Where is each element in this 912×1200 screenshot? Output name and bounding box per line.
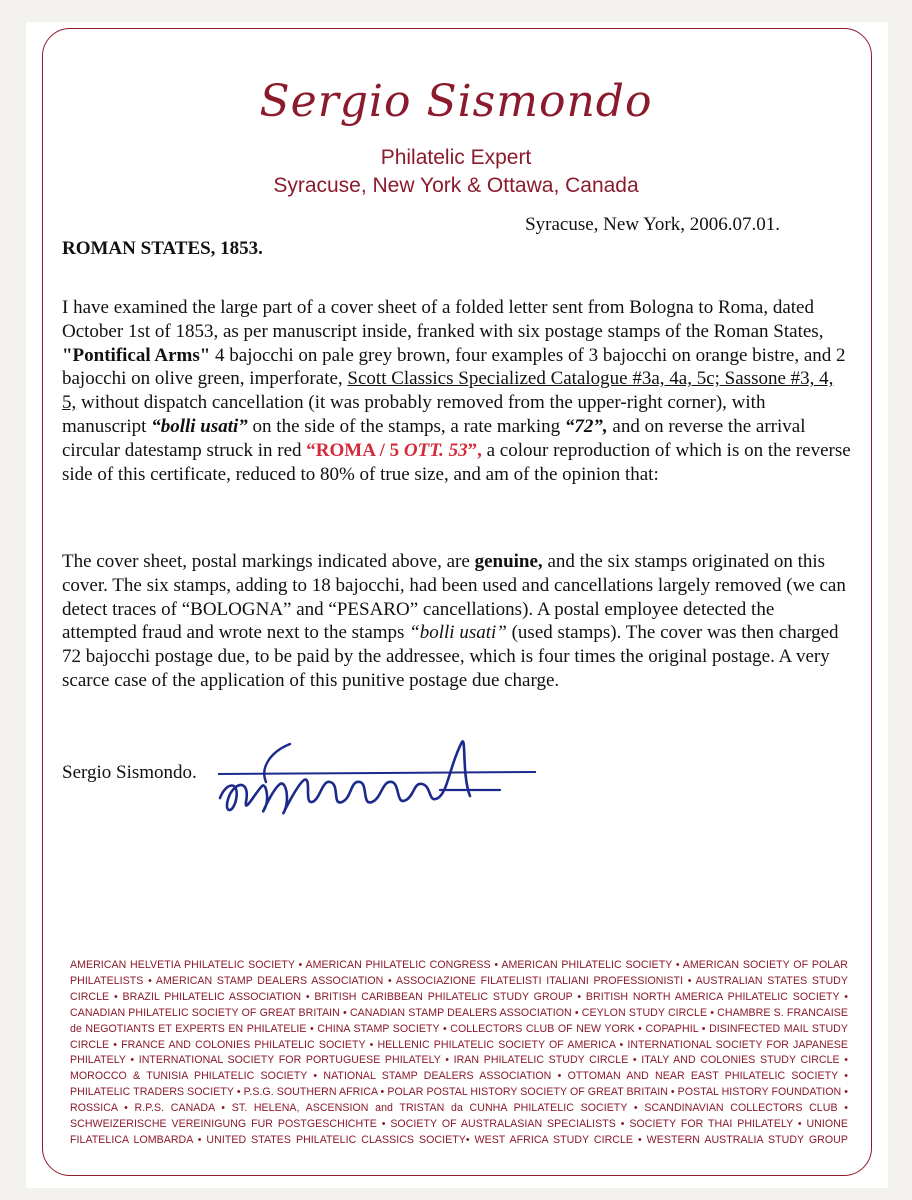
description-paragraph: I have examined the large part of a cover sheet of a folded letter sent from Bologna to Roma, dated October 1st of 1853, as per manuscript inside, franked with six postage stamps of the Roman States, "Pontifical Arms" 4 bajocchi on pale grey brown, four examples of 3 bajocchi on orange bistre, and 2 bajocchi on olive green, imperforate, Scott Classics Specialized Catalogue #3a, 4a, 5c; Sassone #3, 4, 5, without dispatch cancellation (it was probably removed from the upper-right corner), with manuscript “bolli usati” on the side of the stamps, a rate marking “72”, and on reverse the arrival circular datestamp struck in red “ROMA / 5 OTT. 53”, a colour reproduction of which is on the reverse side of this certificate, reduced to 80% of true size, and am of the opinion that:: [62, 297, 851, 485]
certificate-date: Syracuse, New York, 2006.07.01.: [525, 214, 780, 235]
expert-title: Philatelic Expert: [380, 146, 532, 169]
expert-location: Syracuse, New York & Ottawa, Canada: [273, 174, 639, 197]
roma-datestamp: “ROMA / 5 OTT. 53”,: [306, 439, 482, 461]
signature-name: Sergio Sismondo.: [62, 762, 197, 783]
expert-name: Sergio Sismondo: [259, 76, 653, 127]
handwritten-signature: [200, 720, 560, 840]
certificate-heading: ROMAN STATES, 1853.: [62, 238, 263, 259]
catalogue-reference: Scott Classics Specialized Catalogue #3a, 4a, 5c; Sassone #3, 4, 5,: [62, 368, 834, 414]
societies-membership-list: AMERICAN HELVETIA PHILATELIC SOCIETY • AMERICAN PHILATELIC CONGRESS • AMERICAN PHILATELIC SOCIETY • AMERICAN SOCIETY OF POLAR PHILATELISTS • AMERICAN STAMP DEALERS ASSOCIATION • ASSOCIAZIONE FILATELISTI ITALIANI PROFESSIONISTI • AUSTRALIAN STATES STUDY CIRCLE • BRAZIL PHILATELIC ASSOCIATION • BRITISH CARIBBEAN PHILATELIC STUDY GROUP • BRITISH NORTH AMERICA PHILATELIC SOCIETY • CANADIAN PHILATELIC SOCIETY OF GREAT BRITAIN • CANADIAN STAMP DEALERS ASSOCIATION • CEYLON STUDY CIRCLE • CHAMBRE S. FRANCAISE de NEGOTIANTS ET EXPERTS EN PHILATELIE • CHINA STAMP SOCIETY • COLLECTORS CLUB OF NEW YORK • COPAPHIL • DISINFECTED MAIL STUDY CIRCLE • FRANCE AND COLONIES PHILATELIC SOCIETY • HELLENIC PHILATELIC SOCIETY OF AMERICA • INTERNATIONAL SOCIETY FOR JAPANESE PHILATELY • INTERNATIONAL SOCIETY FOR PORTUGUESE PHILATELY • IRAN PHILATELIC STUDY CIRCLE • ITALY AND COLONIES STUDY CIRCLE • MOROCCO & TUNISIA PHILATELIC SOCIETY • NATIONAL STAMP DEALERS ASSOCIATION • OTTOMAN AND NEAR EAST PHILATELIC SOCIETY • PHILATELIC TRADERS SOCIETY • P.S.G. SOUTHERN AFRICA • POLAR POSTAL HISTORY SOCIETY OF GREAT BRITAIN • POSTAL HISTORY FOUNDATION • ROSSICA • R.P.S. CANADA • ST. HELENA, ASCENSION and TRISTAN da CUNHA PHILATELIC SOCIETY • SCANDINAVIAN COLLECTORS CLUB • SCHWEIZERISCHE VEREINIGUNG FUR POSTGESCHICHTE • SOCIETY OF AUSTRALASIAN SPECIALISTS • SOCIETY FOR THAI PHILATELY • UNIONE FILATELICA LOMBARDA • UNITED STATES PHILATELIC CLASSICS SOCIETY• WEST AFRICA STUDY CIRCLE • WESTERN AUSTRALIA STUDY GROUP: [70, 959, 848, 1146]
opinion-paragraph: The cover sheet, postal markings indicated above, are genuine, and the six stamps originated on this cover. The six stamps, adding to 18 bajocchi, had been used and cancellations largely removed (we can detect traces of “BOLOGNA” and “PESARO” cancellations). A postal employee detected the attempted fraud and wrote next to the stamps “bolli usati” (used stamps). The cover was then charged 72 bajocchi postage due, to be paid by the addressee, which is four times the original postage. A very scarce case of the application of this punitive postage due charge.: [62, 551, 846, 691]
